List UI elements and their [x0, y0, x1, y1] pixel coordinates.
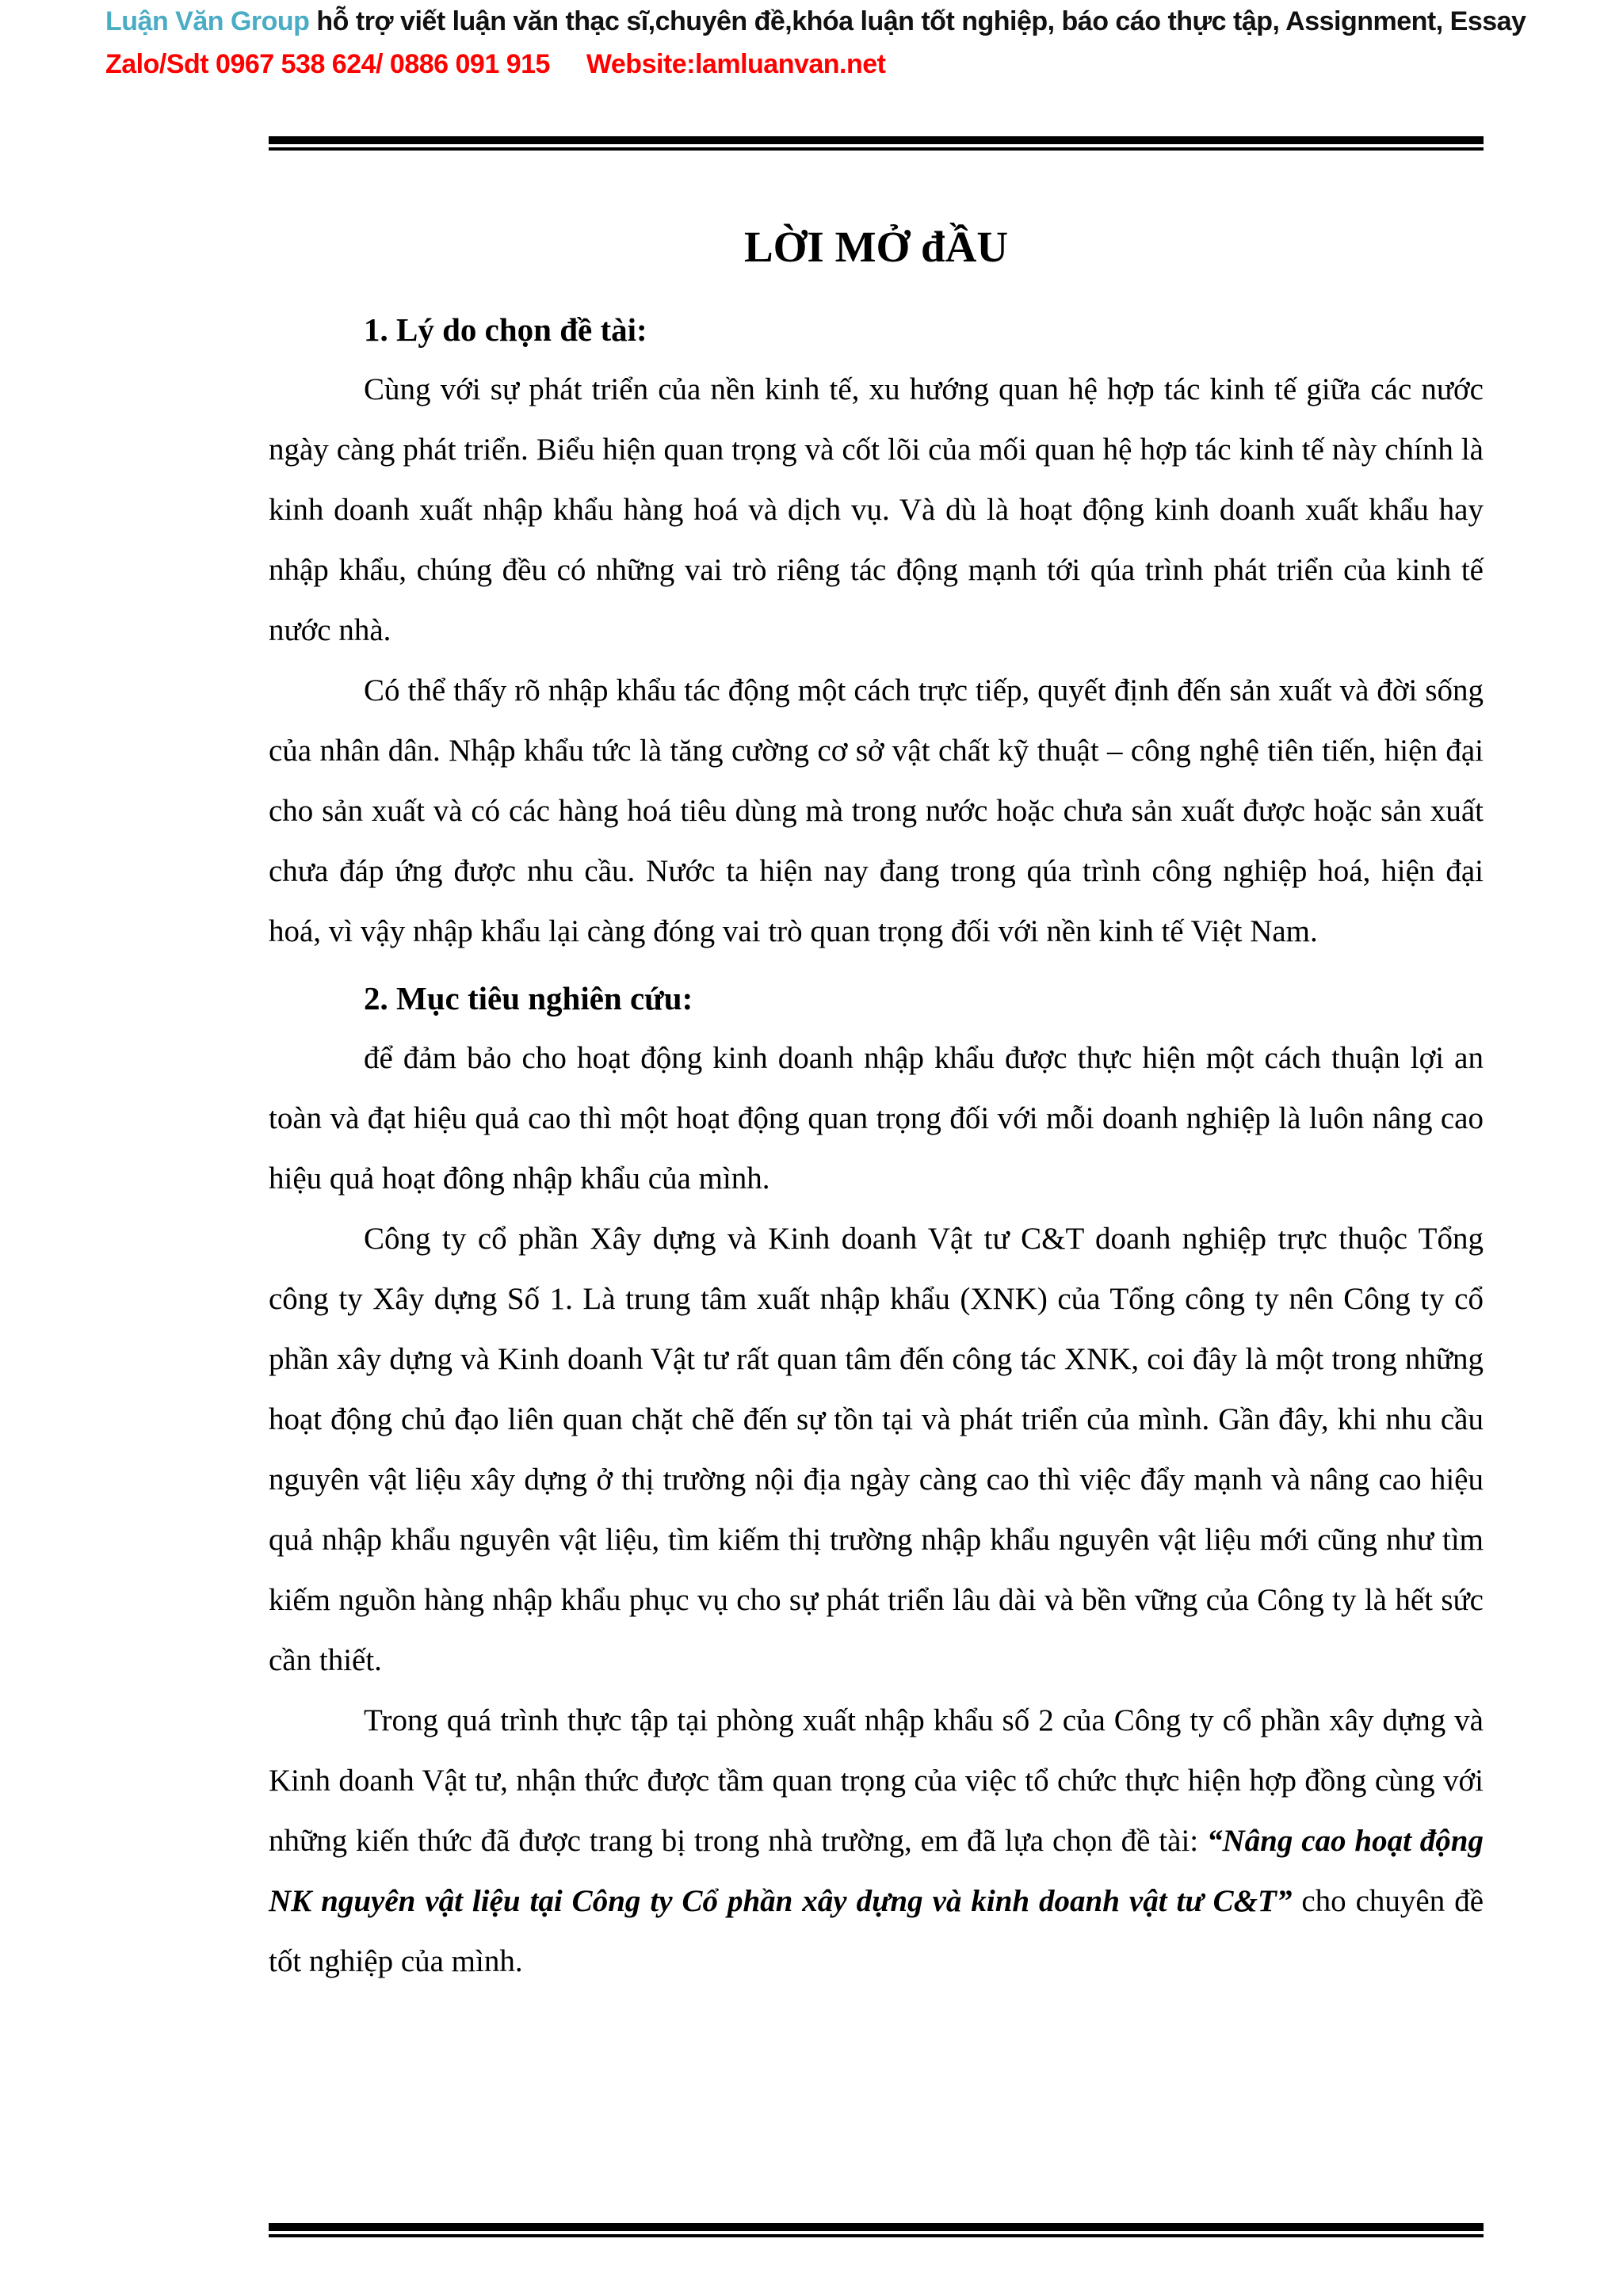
closing-paragraph	[269, 1691, 1484, 1992]
section-1-paragraph-1: Cùng với sự phát triển của nền kinh tế, xu hướng quan hệ hợp tác kinh tế giữa các nước ngày càng phát triển. Biểu hiện quan trọng và cốt lõi của mối quan hệ hợp tác kinh tế này chính là kinh doanh xuất nhập khẩu hàng hoá và dịch vụ. Và dù là hoạt động kinh doanh xuất khẩu hay nhập khẩu, chúng đều có những vai trò riêng tác động mạnh tới qúa trình phát triển của kinh tế nước nhà.	[269, 372, 1484, 647]
section-2-heading: 2. Mục tiêu nghiên cứu:	[364, 980, 693, 1016]
header-tagline-line	[105, 3, 1603, 40]
section-2-paragraph-1: để đảm bảo cho hoạt động kinh doanh nhập khẩu được thực hiện một cách thuận lợi an toàn và đạt hiệu quả cao thì một hoạt động quan trọng đối với mỗi doanh nghiệp là luôn nâng cao hiệu quả hoạt đông nhập khẩu của mình.	[269, 1041, 1484, 1196]
header-tagline: hỗ trợ viết luận văn thạc sĩ,chuyên đề,khóa luận tốt nghiệp, báo cáo thực tập, Assignment, Essay	[309, 6, 1526, 36]
website-text: Website:lamluanvan.net	[586, 49, 886, 79]
section-2-paragraph-2: Công ty cổ phần Xây dựng và Kinh doanh Vật tư C&T doanh nghiệp trực thuộc Tổng công ty Xây dựng Số 1. Là trung tâm xuất nhập khẩu (XNK) của Tổng công ty nên Công ty cổ phần xây dựng và Kinh doanh Vật tư rất quan tâm đến công tác XNK, coi đây là một trong những hoạt động chủ đạo liên quan chặt chẽ đến sự tồn tại và phát triển của mình. Gần đây, khi nhu cầu nguyên vật liệu xây dựng ở thị trường nội địa ngày càng cao thì việc đẩy mạnh và nâng cao hiệu quả nhập khẩu nguyên vật liệu, tìm kiếm thị trường nhập khẩu nguyên vật liệu mới cũng như tìm kiếm nguồn hàng nhập khẩu phục vụ cho sự phát triển lâu dài và bền vững của Công ty là hết sức cần thiết.	[269, 1222, 1484, 1677]
header-contact-line	[105, 46, 1603, 82]
document-body	[269, 215, 1484, 1992]
thesis-title-emphasis: “Nâng cao hoạt động NK nguyên vật liệu tại Công ty Cổ phần xây dựng và kinh doanh vật tư C&T”	[269, 1824, 1484, 1918]
top-divider-rule	[269, 136, 1484, 151]
watermark-header	[105, 3, 1603, 82]
section-1-heading: 1. Lý do chọn đề tài:	[364, 311, 647, 348]
page-title: LỜI MỞ đẦU	[743, 223, 1009, 271]
brand-name: Luận Văn Group	[105, 6, 310, 36]
bottom-divider-rule	[269, 2223, 1484, 2237]
section-1-paragraph-2: Có thể thấy rõ nhập khẩu tác động một cách trực tiếp, quyết định đến sản xuất và đời sống của nhân dân. Nhập khẩu tức là tăng cường cơ sở vật chất kỹ thuật – công nghệ tiên tiến, hiện đại cho sản xuất và có các hàng hoá tiêu dùng mà trong nước hoặc chưa sản xuất được hoặc sản xuất chưa đáp ứng được nhu cầu. Nước ta hiện nay đang trong qúa trình công nghiệp hoá, hiện đại hoá, vì vậy nhập khẩu lại càng đóng vai trò quan trọng đối với nền kinh tế Việt Nam.	[269, 673, 1484, 948]
closing-text-pre: Trong quá trình thực tập tại phòng xuất nhập khẩu số 2 của Công ty cổ phần xây dựng và Kinh doanh Vật tư, nhận thức được tầm quan trọng của việc tổ chức thực hiện hợp đồng cùng với những kiến thức đã được trang bị trong nhà trường, em đã lựa chọn đề tài:	[269, 1703, 1484, 1858]
closing-text-post: cho chuyên đề tốt nghiệp của mình.	[269, 1884, 1484, 1978]
contact-phone: Zalo/Sdt 0967 538 624/ 0886 091 915	[105, 49, 550, 79]
